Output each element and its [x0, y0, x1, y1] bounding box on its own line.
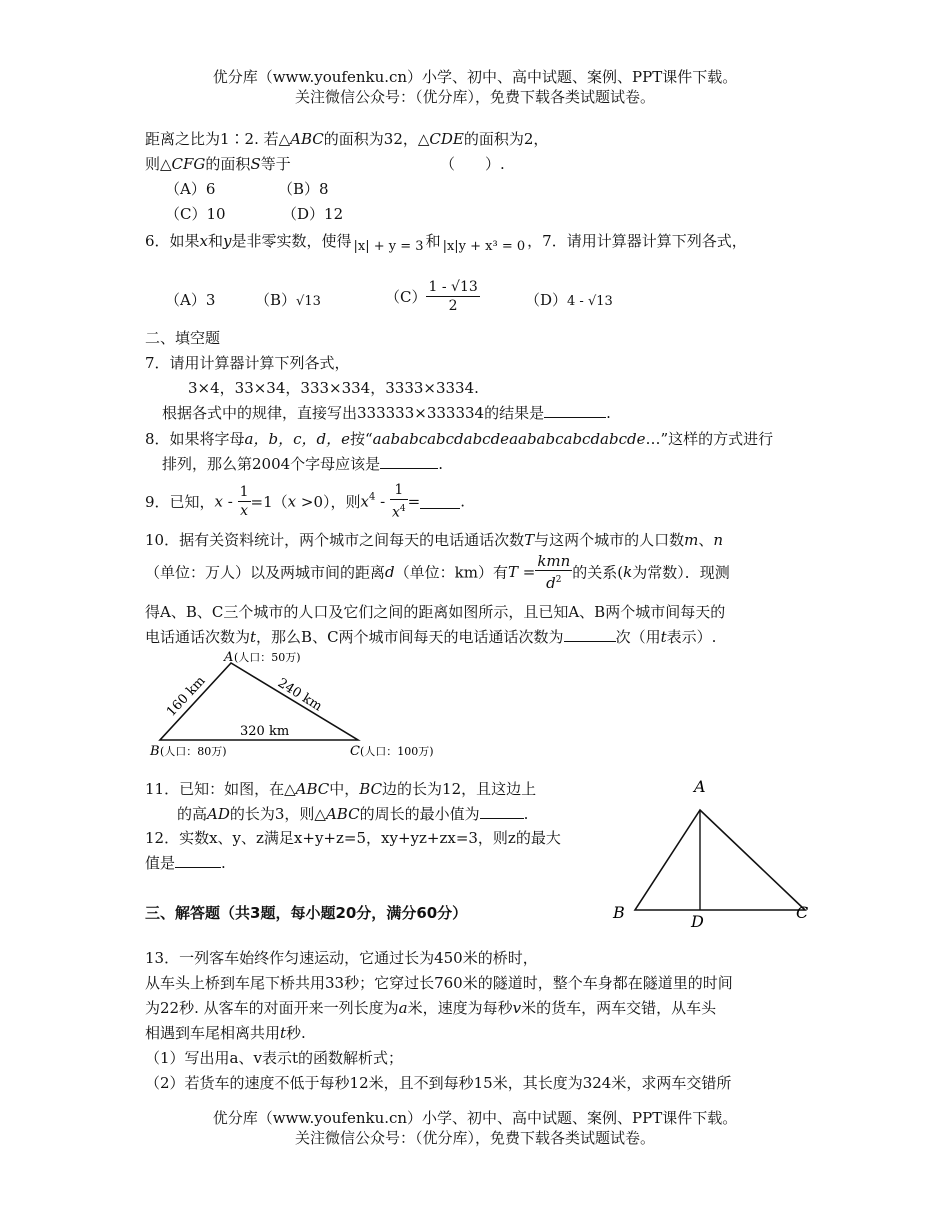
q10-line-2: （单位：万人）以及两城市间的距离d（单位：km）有T = $\frac{\text{kmn}}{d^2}$ 的关系(k为常数）．现测: [145, 552, 730, 592]
q8-line-1: 8．如果将字母a，b，c，d，e按“aababcabcdabcdeaababcabcdabcde…”这样的方式进行: [145, 430, 774, 448]
q11-vertex-b: B: [613, 903, 625, 922]
footer-line-1: 优分库（www.youfenku.cn）小学、初中、高中试题、案例、PPT课件下载。: [212, 1109, 738, 1127]
q11-triangle: [635, 810, 805, 910]
q10-line-3: 得A、B、C三个城市的人口及它们之间的距离如图所示，且已知A、B两个城市间每天的: [145, 603, 726, 621]
q10-answer-blank[interactable]: [564, 627, 616, 642]
q6-option-b: （B）√13: [255, 291, 321, 309]
header-line-2: 关注微信公众号：（优分库），免费下载各类试题试卷。: [294, 88, 655, 106]
q10-triangle-figure: [140, 645, 470, 763]
q5-answer-paren: （ ）.: [440, 155, 505, 173]
q5-option-c: （C）10: [165, 205, 226, 223]
q11-triangle-figure: [605, 770, 820, 935]
q6-equation-2: |x|y + x³ = 0: [442, 239, 526, 254]
q11-line-2: 的高AD的长为3，则△ABC的周长的最小值为 .: [177, 805, 529, 823]
section-3-title: 三、解答题（共3题，每小题20分，满分60分）: [145, 904, 468, 922]
q13-subquestion-1: （1）写出用a、v表示t的函数解析式；: [145, 1049, 403, 1067]
q10-population-b: (人口：80万): [160, 745, 227, 758]
q11-vertex-a: A: [694, 777, 706, 796]
q9-answer-blank[interactable]: [420, 494, 460, 509]
q6-equation-1: |x| + y = 3: [353, 239, 424, 254]
q13-subquestion-2: （2）若货车的速度不低于每秒12米，且不到每秒15米，其长度为324米，求两车交错所: [145, 1074, 732, 1092]
q12-line-1: 12．实数x、y、z满足x+y+z=5，xy+yz+zx=3，则z的最大: [145, 829, 561, 847]
q13-line-2: 从车头上桥到车尾下桥共用33秒；它穿过长760米的隧道时，整个车身都在隧道里的时间: [145, 974, 733, 992]
q12-answer-blank[interactable]: [175, 853, 221, 868]
q5-option-a: （A）6: [165, 180, 216, 198]
q12-line-2: 值是 .: [145, 854, 226, 872]
q7-line-1: 7．请用计算器计算下列各式，: [145, 354, 350, 372]
q13-line-4: 相遇到车尾相离共用t秒.: [145, 1024, 306, 1042]
q10-distance-ab: 160 km: [163, 673, 209, 720]
q10-vertex-c: C: [350, 744, 360, 759]
q13-line-3: 为22秒. 从客车的对面开来一列长度为a米，速度为每秒v米的货车，两车交错，从车头: [145, 999, 717, 1017]
q10-vertex-a: A: [224, 650, 234, 665]
q6-stem: 6．如果x和y是非零实数，使得 |x| + y = 3 和 |x|y + x³ = 0 ，7．请用计算器计算下列各式，: [145, 232, 747, 254]
footer-line-2: 关注微信公众号：（优分库），免费下载各类试题试卷。: [294, 1129, 655, 1147]
q5-line-2: 则△CFG的面积S等于: [145, 155, 291, 173]
q6-option-d: （D）4 - √13: [525, 291, 613, 309]
q10-vertex-b: B: [150, 744, 160, 759]
q10-distance-bc: 320 km: [240, 724, 290, 739]
q7-answer-blank[interactable]: [544, 403, 606, 418]
q5-option-d: （D）12: [282, 205, 344, 223]
q6-option-a: （A）3: [165, 291, 216, 309]
q5-line-1: 距离之比为1∶2. 若△ABC的面积为32，△CDE的面积为2，: [145, 130, 549, 148]
q6-option-c: （C） $\frac{1 - √13}{2}$: [385, 279, 478, 314]
q10-population-c: (人口：100万): [360, 745, 434, 758]
q7-line-3: 根据各式中的规律，直接写出333333×333334的结果是 .: [162, 404, 611, 422]
q13-line-1: 13．一列客车始终作匀速运动，它通过长为450米的桥时，: [145, 949, 538, 967]
q8-line-2: 排列，那么第2004个字母应该是 .: [162, 455, 443, 473]
q9-line: 9．已知，x - $\frac{1}{x}$ =1（x >0），则$x^4$ - $\frac{1}{x^4}$ = .: [145, 482, 465, 521]
q11-answer-blank[interactable]: [480, 804, 524, 819]
section-2-title: 二、填空题: [145, 329, 221, 347]
q5-option-b: （B）8: [278, 180, 329, 198]
q7-line-2: 3×4，33×34，333×334，3333×3334.: [188, 379, 479, 397]
q10-line-1: 10．据有关资料统计，两个城市之间每天的电话通话次数T与这两个城市的人口数m、n: [145, 531, 724, 549]
q11-foot-d: D: [691, 912, 704, 931]
header-line-1: 优分库（www.youfenku.cn）小学、初中、高中试题、案例、PPT课件下载。: [212, 68, 738, 86]
q11-vertex-c: C: [796, 903, 809, 922]
q10-distance-ac: 240 km: [274, 675, 325, 715]
q10-line-4: 电话通话次数为t，那么B、C两个城市间每天的电话通话次数为 次（用t表示）.: [145, 628, 717, 646]
q11-line-1: 11．已知：如图，在△ABC中，BC边的长为12，且这边上: [145, 780, 537, 798]
q8-answer-blank[interactable]: [380, 454, 438, 469]
q10-population-a: (人口：50万): [234, 651, 301, 664]
